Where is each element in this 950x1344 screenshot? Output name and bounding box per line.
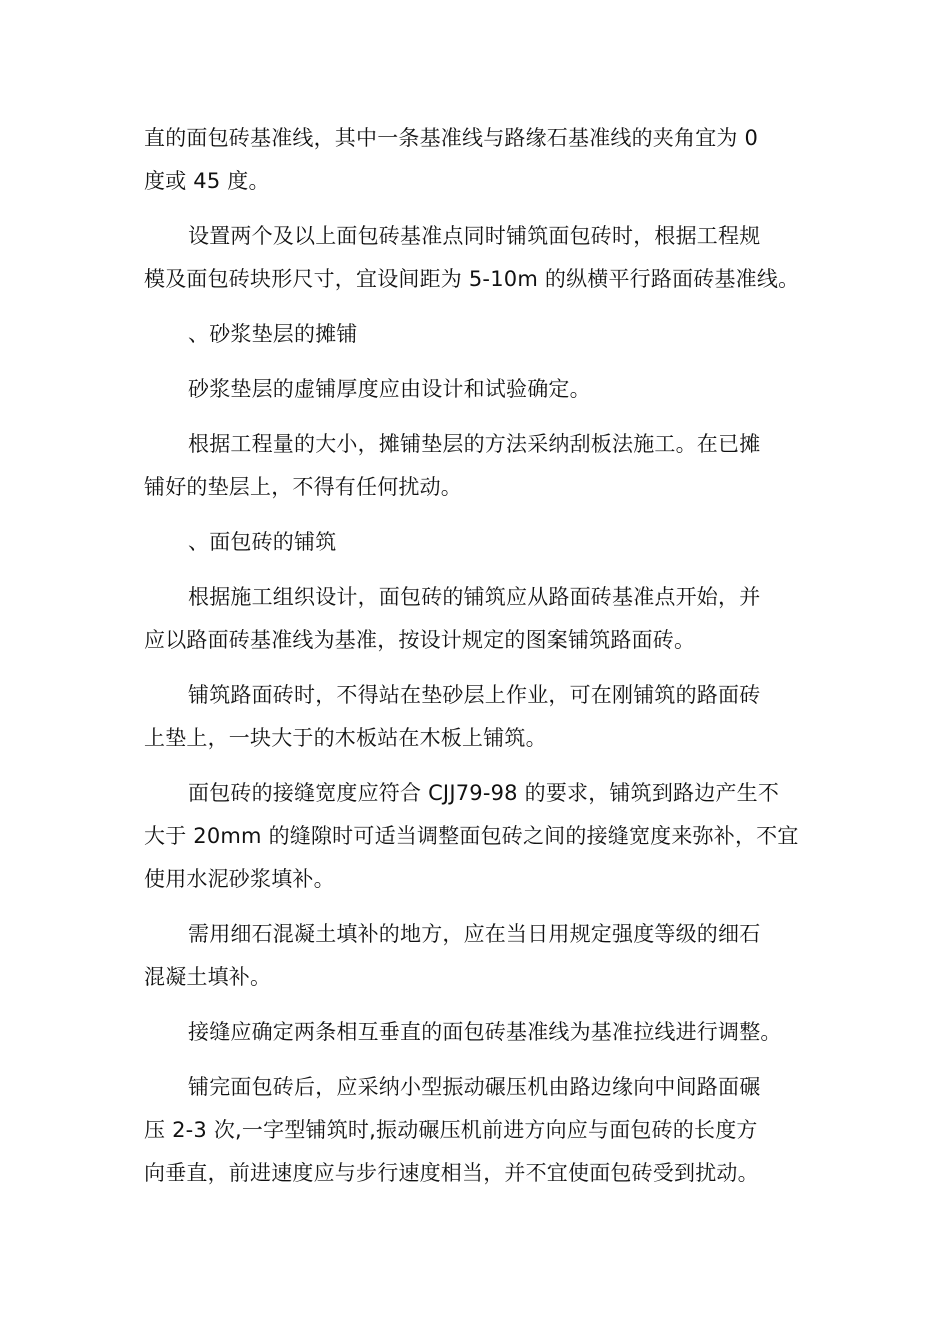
text-line: 应以路面砖基准线为基准，按设计规定的图案铺筑路面砖。 [144, 628, 696, 652]
text-line: 混凝土填补。 [144, 965, 272, 989]
text-line: 根据工程量的大小，摊铺垫层的方法采纳刮板法施工。在已摊 [188, 432, 761, 456]
text-line: 需用细石混凝土填补的地方，应在当日用规定强度等级的细石 [188, 922, 761, 946]
text-line: 根据施工组织设计，面包砖的铺筑应从路面砖基准点开始，并 [188, 585, 761, 609]
text-line: 压 2-3 次,一字型铺筑时,振动碾压机前进方向应与面包砖的长度方 [144, 1118, 758, 1142]
text-line: 面包砖的接缝宽度应符合 CJJ79-98 的要求，铺筑到路边产生不 [188, 781, 780, 805]
text-line: 大于 20mm 的缝隙时可适当调整面包砖之间的接缝宽度来弥补，不宜 [144, 824, 799, 848]
text-line: 铺好的垫层上，不得有任何扰动。 [144, 475, 462, 499]
text-line: 铺筑路面砖时，不得站在垫砂层上作业，可在刚铺筑的路面砖 [188, 683, 761, 707]
text-line: 设置两个及以上面包砖基准点同时铺筑面包砖时，根据工程规 [188, 224, 761, 248]
text-line: 模及面包砖块形尺寸，宜设间距为 5-10m 的纵横平行路面砖基准线。 [144, 267, 800, 291]
text-line: 上垫上，一块大于的木板站在木板上铺筑。 [144, 726, 547, 750]
text-line: 向垂直，前进速度应与步行速度相当，并不宜使面包砖受到扰动。 [144, 1161, 759, 1185]
text-line: 使用水泥砂浆填补。 [144, 867, 335, 891]
text-line: 度或 45 度。 [144, 169, 270, 193]
section-heading: 、砂浆垫层的摊铺 [188, 322, 358, 346]
section-heading: 、面包砖的铺筑 [188, 530, 337, 554]
text-line: 砂浆垫层的虚铺厚度应由设计和试验确定。 [188, 377, 591, 401]
text-line: 接缝应确定两条相互垂直的面包砖基准线为基准拉线进行调整。 [188, 1020, 782, 1044]
text-line: 铺完面包砖后，应采纳小型振动碾压机由路边缘向中间路面碾 [188, 1075, 761, 1099]
text-line: 直的面包砖基准线，其中一条基准线与路缘石基准线的夹角宜为 0 [144, 126, 759, 150]
